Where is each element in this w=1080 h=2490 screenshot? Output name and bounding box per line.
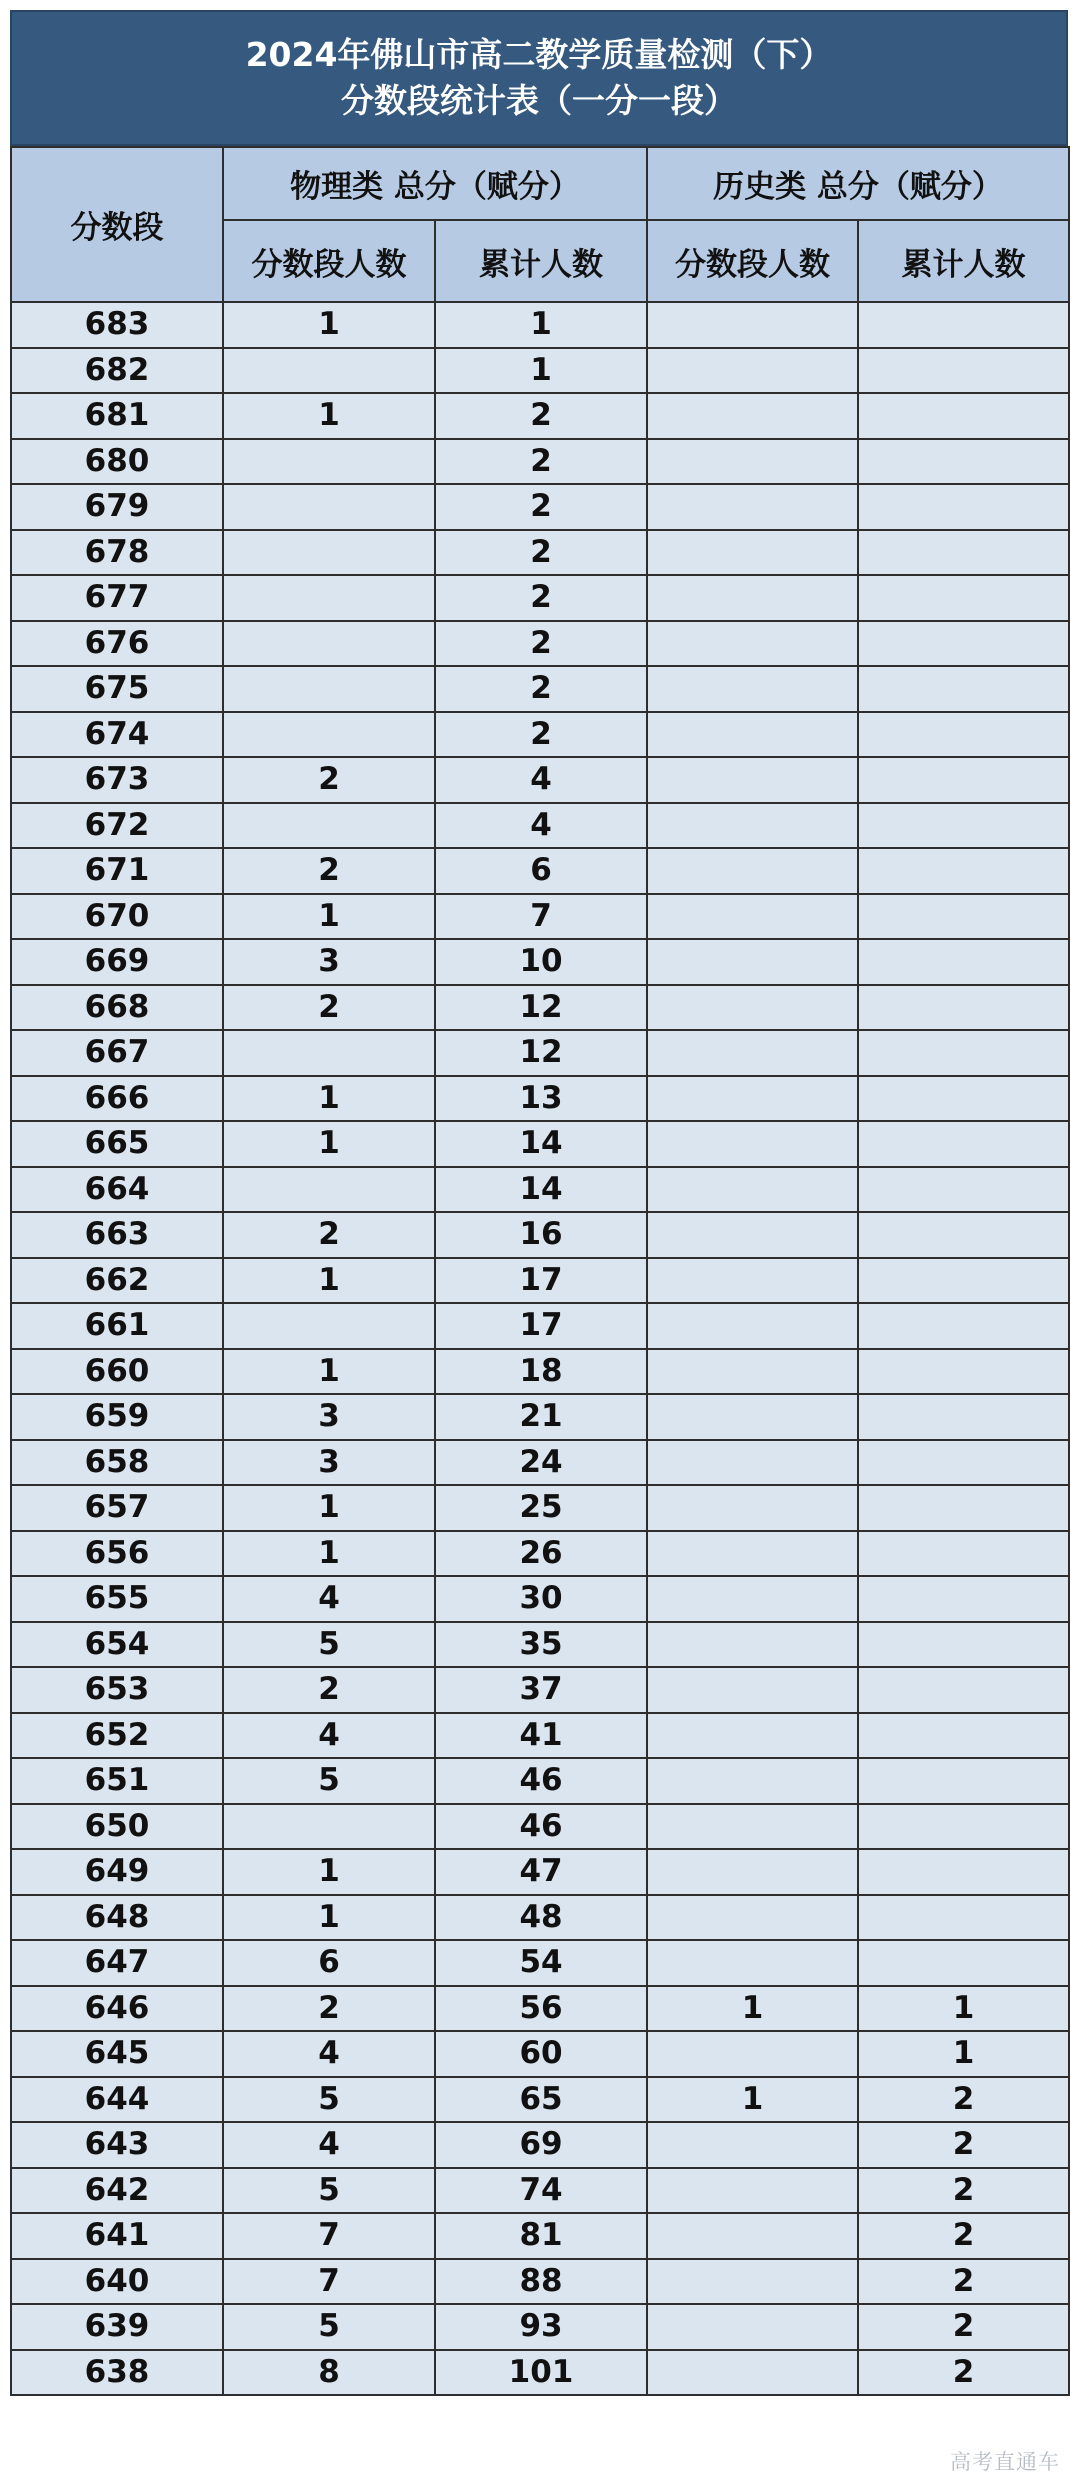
cell-score: 649 bbox=[11, 1849, 223, 1895]
cell-history-count bbox=[647, 1258, 858, 1304]
cell-score: 652 bbox=[11, 1713, 223, 1759]
cell-physics-cumulative: 6 bbox=[435, 848, 647, 894]
cell-history-cumulative: 2 bbox=[858, 2077, 1069, 2123]
cell-physics-count: 1 bbox=[223, 393, 435, 439]
cell-score: 660 bbox=[11, 1349, 223, 1395]
cell-physics-cumulative: 2 bbox=[435, 484, 647, 530]
cell-score: 646 bbox=[11, 1986, 223, 2032]
cell-score: 642 bbox=[11, 2168, 223, 2214]
cell-physics-count bbox=[223, 621, 435, 667]
cell-physics-cumulative: 14 bbox=[435, 1121, 647, 1167]
cell-score: 671 bbox=[11, 848, 223, 894]
table-row bbox=[11, 1667, 1069, 1713]
cell-history-count bbox=[647, 2122, 858, 2168]
header-history-count: 分数段人数 bbox=[647, 220, 858, 302]
cell-score: 675 bbox=[11, 666, 223, 712]
cell-physics-count: 4 bbox=[223, 2031, 435, 2077]
table-row bbox=[11, 2031, 1069, 2077]
header-history-group: 历史类 总分（赋分） bbox=[647, 147, 1069, 220]
cell-score: 664 bbox=[11, 1167, 223, 1213]
cell-history-cumulative bbox=[858, 1394, 1069, 1440]
cell-history-count bbox=[647, 894, 858, 940]
cell-physics-count: 4 bbox=[223, 1713, 435, 1759]
cell-score: 682 bbox=[11, 348, 223, 394]
cell-physics-cumulative: 101 bbox=[435, 2350, 647, 2396]
cell-history-count bbox=[647, 2031, 858, 2077]
cell-physics-count: 5 bbox=[223, 1622, 435, 1668]
table-row bbox=[11, 1440, 1069, 1486]
cell-physics-cumulative: 93 bbox=[435, 2304, 647, 2350]
cell-history-count bbox=[647, 621, 858, 667]
cell-history-count bbox=[647, 1849, 858, 1895]
table-row bbox=[11, 393, 1069, 439]
cell-physics-count: 3 bbox=[223, 1440, 435, 1486]
cell-physics-cumulative: 41 bbox=[435, 1713, 647, 1759]
cell-physics-count: 2 bbox=[223, 848, 435, 894]
cell-score: 683 bbox=[11, 302, 223, 348]
cell-history-cumulative bbox=[858, 575, 1069, 621]
cell-history-cumulative bbox=[858, 1303, 1069, 1349]
table-row bbox=[11, 848, 1069, 894]
cell-physics-cumulative: 35 bbox=[435, 1622, 647, 1668]
table-row bbox=[11, 1576, 1069, 1622]
table-row bbox=[11, 1895, 1069, 1941]
table-body bbox=[11, 302, 1069, 2395]
cell-physics-count: 2 bbox=[223, 1212, 435, 1258]
table-row bbox=[11, 1485, 1069, 1531]
cell-physics-cumulative: 24 bbox=[435, 1440, 647, 1486]
cell-physics-count: 6 bbox=[223, 1940, 435, 1986]
cell-physics-count: 1 bbox=[223, 1258, 435, 1304]
cell-history-cumulative bbox=[858, 1531, 1069, 1577]
cell-history-count bbox=[647, 348, 858, 394]
table-row bbox=[11, 1531, 1069, 1577]
cell-history-count bbox=[647, 1895, 858, 1941]
cell-physics-cumulative: 2 bbox=[435, 575, 647, 621]
cell-physics-cumulative: 54 bbox=[435, 1940, 647, 1986]
cell-history-count bbox=[647, 1940, 858, 1986]
cell-history-count bbox=[647, 2213, 858, 2259]
cell-physics-count: 5 bbox=[223, 2168, 435, 2214]
cell-physics-count: 1 bbox=[223, 1849, 435, 1895]
cell-score: 657 bbox=[11, 1485, 223, 1531]
cell-physics-count: 2 bbox=[223, 757, 435, 803]
cell-history-cumulative bbox=[858, 939, 1069, 985]
cell-physics-cumulative: 4 bbox=[435, 757, 647, 803]
cell-history-count bbox=[647, 1576, 858, 1622]
header-physics-cumulative: 累计人数 bbox=[435, 220, 647, 302]
cell-score: 640 bbox=[11, 2259, 223, 2305]
cell-history-count bbox=[647, 1349, 858, 1395]
cell-physics-cumulative: 69 bbox=[435, 2122, 647, 2168]
header-score-band: 分数段 bbox=[11, 147, 223, 302]
cell-physics-cumulative: 14 bbox=[435, 1167, 647, 1213]
table-row bbox=[11, 1121, 1069, 1167]
cell-history-cumulative bbox=[858, 1622, 1069, 1668]
cell-history-count bbox=[647, 1758, 858, 1804]
cell-physics-cumulative: 2 bbox=[435, 393, 647, 439]
cell-history-count bbox=[647, 2259, 858, 2305]
cell-history-cumulative bbox=[858, 302, 1069, 348]
table-row bbox=[11, 1030, 1069, 1076]
title-line-2: 分数段统计表（一分一段） bbox=[341, 81, 737, 120]
cell-score: 667 bbox=[11, 1030, 223, 1076]
cell-history-cumulative bbox=[858, 1576, 1069, 1622]
cell-physics-cumulative: 16 bbox=[435, 1212, 647, 1258]
cell-score: 638 bbox=[11, 2350, 223, 2396]
cell-physics-count bbox=[223, 666, 435, 712]
cell-history-count bbox=[647, 1440, 858, 1486]
cell-history-cumulative bbox=[858, 1030, 1069, 1076]
cell-history-count: 1 bbox=[647, 1986, 858, 2032]
cell-physics-count: 7 bbox=[223, 2213, 435, 2259]
cell-physics-cumulative: 48 bbox=[435, 1895, 647, 1941]
table-row bbox=[11, 939, 1069, 985]
cell-physics-count bbox=[223, 1167, 435, 1213]
cell-history-cumulative bbox=[858, 985, 1069, 1031]
cell-history-cumulative bbox=[858, 1895, 1069, 1941]
cell-physics-cumulative: 60 bbox=[435, 2031, 647, 2077]
header-physics-group: 物理类 总分（赋分） bbox=[223, 147, 647, 220]
cell-history-cumulative bbox=[858, 1212, 1069, 1258]
cell-score: 658 bbox=[11, 1440, 223, 1486]
cell-score: 669 bbox=[11, 939, 223, 985]
cell-physics-count: 5 bbox=[223, 2077, 435, 2123]
cell-history-count bbox=[647, 302, 858, 348]
table-title bbox=[10, 10, 1068, 146]
cell-score: 659 bbox=[11, 1394, 223, 1440]
cell-history-cumulative bbox=[858, 530, 1069, 576]
cell-physics-cumulative: 18 bbox=[435, 1349, 647, 1395]
cell-score: 674 bbox=[11, 712, 223, 758]
cell-physics-count bbox=[223, 1804, 435, 1850]
cell-history-count bbox=[647, 1804, 858, 1850]
cell-history-cumulative bbox=[858, 1440, 1069, 1486]
cell-physics-count bbox=[223, 1303, 435, 1349]
cell-history-cumulative bbox=[858, 848, 1069, 894]
cell-score: 663 bbox=[11, 1212, 223, 1258]
cell-history-count bbox=[647, 803, 858, 849]
table-row bbox=[11, 1258, 1069, 1304]
cell-history-cumulative: 2 bbox=[858, 2168, 1069, 2214]
cell-history-count: 1 bbox=[647, 2077, 858, 2123]
cell-physics-count bbox=[223, 530, 435, 576]
cell-physics-cumulative: 21 bbox=[435, 1394, 647, 1440]
table-row bbox=[11, 575, 1069, 621]
cell-history-count bbox=[647, 666, 858, 712]
cell-physics-count: 5 bbox=[223, 1758, 435, 1804]
cell-physics-cumulative: 12 bbox=[435, 985, 647, 1031]
table-row bbox=[11, 1758, 1069, 1804]
cell-history-cumulative: 1 bbox=[858, 2031, 1069, 2077]
cell-history-count bbox=[647, 1121, 858, 1167]
table-row bbox=[11, 2077, 1069, 2123]
cell-history-cumulative bbox=[858, 348, 1069, 394]
cell-history-count bbox=[647, 1303, 858, 1349]
cell-physics-count bbox=[223, 484, 435, 530]
header-history-cumulative: 累计人数 bbox=[858, 220, 1069, 302]
cell-physics-cumulative: 56 bbox=[435, 1986, 647, 2032]
cell-physics-cumulative: 13 bbox=[435, 1076, 647, 1122]
table-row bbox=[11, 1804, 1069, 1850]
cell-history-cumulative: 1 bbox=[858, 1986, 1069, 2032]
cell-physics-cumulative: 17 bbox=[435, 1258, 647, 1304]
cell-physics-cumulative: 1 bbox=[435, 348, 647, 394]
cell-physics-count bbox=[223, 803, 435, 849]
cell-score: 662 bbox=[11, 1258, 223, 1304]
cell-history-count bbox=[647, 1394, 858, 1440]
cell-physics-cumulative: 2 bbox=[435, 666, 647, 712]
cell-physics-cumulative: 17 bbox=[435, 1303, 647, 1349]
cell-score: 677 bbox=[11, 575, 223, 621]
cell-physics-cumulative: 7 bbox=[435, 894, 647, 940]
cell-history-cumulative: 2 bbox=[858, 2350, 1069, 2396]
cell-history-cumulative bbox=[858, 1485, 1069, 1531]
table-row bbox=[11, 1394, 1069, 1440]
cell-physics-count: 1 bbox=[223, 894, 435, 940]
cell-physics-count: 1 bbox=[223, 1485, 435, 1531]
table-row bbox=[11, 484, 1069, 530]
table-row bbox=[11, 2259, 1069, 2305]
table-row bbox=[11, 985, 1069, 1031]
cell-history-count bbox=[647, 2350, 858, 2396]
cell-physics-count: 1 bbox=[223, 1895, 435, 1941]
header-physics-count: 分数段人数 bbox=[223, 220, 435, 302]
cell-history-count bbox=[647, 985, 858, 1031]
cell-physics-cumulative: 2 bbox=[435, 530, 647, 576]
cell-score: 678 bbox=[11, 530, 223, 576]
cell-physics-count: 4 bbox=[223, 2122, 435, 2168]
cell-history-count bbox=[647, 484, 858, 530]
cell-history-count bbox=[647, 530, 858, 576]
table-row bbox=[11, 302, 1069, 348]
cell-physics-cumulative: 47 bbox=[435, 1849, 647, 1895]
cell-history-count bbox=[647, 575, 858, 621]
cell-history-cumulative bbox=[858, 1076, 1069, 1122]
cell-history-cumulative bbox=[858, 1758, 1069, 1804]
table-row bbox=[11, 348, 1069, 394]
cell-score: 648 bbox=[11, 1895, 223, 1941]
cell-score: 666 bbox=[11, 1076, 223, 1122]
table-row bbox=[11, 1076, 1069, 1122]
table-row bbox=[11, 2122, 1069, 2168]
cell-physics-count: 8 bbox=[223, 2350, 435, 2396]
cell-score: 650 bbox=[11, 1804, 223, 1850]
cell-physics-cumulative: 1 bbox=[435, 302, 647, 348]
cell-physics-cumulative: 37 bbox=[435, 1667, 647, 1713]
cell-history-count bbox=[647, 2304, 858, 2350]
cell-history-count bbox=[647, 1531, 858, 1577]
cell-physics-count: 1 bbox=[223, 1121, 435, 1167]
cell-physics-cumulative: 25 bbox=[435, 1485, 647, 1531]
cell-physics-count bbox=[223, 1030, 435, 1076]
cell-physics-count: 5 bbox=[223, 2304, 435, 2350]
cell-physics-cumulative: 26 bbox=[435, 1531, 647, 1577]
table-row bbox=[11, 1349, 1069, 1395]
cell-physics-count: 7 bbox=[223, 2259, 435, 2305]
cell-physics-count: 4 bbox=[223, 1576, 435, 1622]
cell-physics-count: 3 bbox=[223, 939, 435, 985]
cell-history-cumulative bbox=[858, 666, 1069, 712]
table-row bbox=[11, 1713, 1069, 1759]
cell-score: 639 bbox=[11, 2304, 223, 2350]
cell-score: 665 bbox=[11, 1121, 223, 1167]
cell-physics-count: 2 bbox=[223, 1667, 435, 1713]
cell-history-cumulative bbox=[858, 803, 1069, 849]
table-row bbox=[11, 1849, 1069, 1895]
cell-history-cumulative bbox=[858, 393, 1069, 439]
cell-physics-count: 3 bbox=[223, 1394, 435, 1440]
cell-history-cumulative bbox=[858, 712, 1069, 758]
cell-history-cumulative bbox=[858, 1167, 1069, 1213]
cell-score: 643 bbox=[11, 2122, 223, 2168]
cell-physics-count: 2 bbox=[223, 1986, 435, 2032]
cell-physics-cumulative: 74 bbox=[435, 2168, 647, 2214]
cell-history-count bbox=[647, 1076, 858, 1122]
cell-score: 651 bbox=[11, 1758, 223, 1804]
cell-history-cumulative bbox=[858, 894, 1069, 940]
cell-history-cumulative: 2 bbox=[858, 2304, 1069, 2350]
table-row bbox=[11, 621, 1069, 667]
cell-physics-cumulative: 12 bbox=[435, 1030, 647, 1076]
cell-score: 670 bbox=[11, 894, 223, 940]
cell-score: 679 bbox=[11, 484, 223, 530]
cell-physics-count: 2 bbox=[223, 985, 435, 1031]
cell-history-count bbox=[647, 1030, 858, 1076]
cell-physics-count: 1 bbox=[223, 1076, 435, 1122]
cell-score: 653 bbox=[11, 1667, 223, 1713]
cell-history-count bbox=[647, 1713, 858, 1759]
cell-score: 654 bbox=[11, 1622, 223, 1668]
cell-physics-cumulative: 81 bbox=[435, 2213, 647, 2259]
cell-history-count bbox=[647, 1667, 858, 1713]
cell-score: 661 bbox=[11, 1303, 223, 1349]
cell-history-count bbox=[647, 1212, 858, 1258]
cell-history-cumulative bbox=[858, 1349, 1069, 1395]
cell-physics-cumulative: 30 bbox=[435, 1576, 647, 1622]
cell-score: 655 bbox=[11, 1576, 223, 1622]
table-row bbox=[11, 2168, 1069, 2214]
cell-physics-cumulative: 46 bbox=[435, 1758, 647, 1804]
table-row bbox=[11, 757, 1069, 803]
table-row bbox=[11, 1986, 1069, 2032]
cell-physics-count: 1 bbox=[223, 1349, 435, 1395]
cell-history-count bbox=[647, 1622, 858, 1668]
cell-physics-count bbox=[223, 439, 435, 485]
cell-score: 681 bbox=[11, 393, 223, 439]
cell-physics-cumulative: 65 bbox=[435, 2077, 647, 2123]
cell-history-cumulative bbox=[858, 1121, 1069, 1167]
cell-history-cumulative: 2 bbox=[858, 2122, 1069, 2168]
score-table-sheet bbox=[10, 10, 1068, 2396]
cell-physics-cumulative: 2 bbox=[435, 712, 647, 758]
cell-physics-cumulative: 2 bbox=[435, 621, 647, 667]
table-row bbox=[11, 2213, 1069, 2259]
cell-history-count bbox=[647, 757, 858, 803]
table-row bbox=[11, 1940, 1069, 1986]
cell-history-count bbox=[647, 439, 858, 485]
table-row bbox=[11, 439, 1069, 485]
cell-history-count bbox=[647, 848, 858, 894]
cell-score: 641 bbox=[11, 2213, 223, 2259]
table-row bbox=[11, 1303, 1069, 1349]
cell-score: 656 bbox=[11, 1531, 223, 1577]
cell-physics-count: 1 bbox=[223, 1531, 435, 1577]
table-row bbox=[11, 1167, 1069, 1213]
cell-physics-count bbox=[223, 575, 435, 621]
cell-physics-cumulative: 88 bbox=[435, 2259, 647, 2305]
cell-score: 668 bbox=[11, 985, 223, 1031]
cell-history-count bbox=[647, 1485, 858, 1531]
cell-physics-count: 1 bbox=[223, 302, 435, 348]
title-line-1: 2024年佛山市高二教学质量检测（下） bbox=[245, 35, 833, 74]
cell-history-cumulative: 2 bbox=[858, 2213, 1069, 2259]
cell-history-cumulative bbox=[858, 1258, 1069, 1304]
table-row bbox=[11, 803, 1069, 849]
cell-history-count bbox=[647, 939, 858, 985]
table-row bbox=[11, 894, 1069, 940]
cell-score: 672 bbox=[11, 803, 223, 849]
cell-history-count bbox=[647, 393, 858, 439]
table-row bbox=[11, 530, 1069, 576]
cell-history-cumulative bbox=[858, 1804, 1069, 1850]
cell-history-cumulative bbox=[858, 439, 1069, 485]
table-row bbox=[11, 666, 1069, 712]
cell-score: 676 bbox=[11, 621, 223, 667]
cell-score: 645 bbox=[11, 2031, 223, 2077]
watermark-text: 高考直通车 bbox=[950, 2450, 1060, 2474]
table-row bbox=[11, 2304, 1069, 2350]
cell-history-cumulative bbox=[858, 1667, 1069, 1713]
cell-physics-cumulative: 2 bbox=[435, 439, 647, 485]
cell-history-count bbox=[647, 2168, 858, 2214]
cell-history-cumulative bbox=[858, 1713, 1069, 1759]
cell-physics-cumulative: 4 bbox=[435, 803, 647, 849]
cell-history-cumulative bbox=[858, 1849, 1069, 1895]
table-row bbox=[11, 712, 1069, 758]
cell-history-cumulative bbox=[858, 621, 1069, 667]
cell-history-count bbox=[647, 712, 858, 758]
table-row bbox=[11, 1622, 1069, 1668]
cell-history-cumulative bbox=[858, 484, 1069, 530]
cell-history-cumulative bbox=[858, 757, 1069, 803]
cell-physics-cumulative: 10 bbox=[435, 939, 647, 985]
table-row bbox=[11, 1212, 1069, 1258]
cell-score: 644 bbox=[11, 2077, 223, 2123]
cell-score: 673 bbox=[11, 757, 223, 803]
table-row bbox=[11, 2350, 1069, 2396]
score-distribution-table bbox=[10, 146, 1070, 2396]
cell-history-cumulative bbox=[858, 1940, 1069, 1986]
cell-score: 647 bbox=[11, 1940, 223, 1986]
cell-history-cumulative: 2 bbox=[858, 2259, 1069, 2305]
cell-physics-count bbox=[223, 712, 435, 758]
cell-score: 680 bbox=[11, 439, 223, 485]
cell-history-count bbox=[647, 1167, 858, 1213]
cell-physics-cumulative: 46 bbox=[435, 1804, 647, 1850]
cell-physics-count bbox=[223, 348, 435, 394]
